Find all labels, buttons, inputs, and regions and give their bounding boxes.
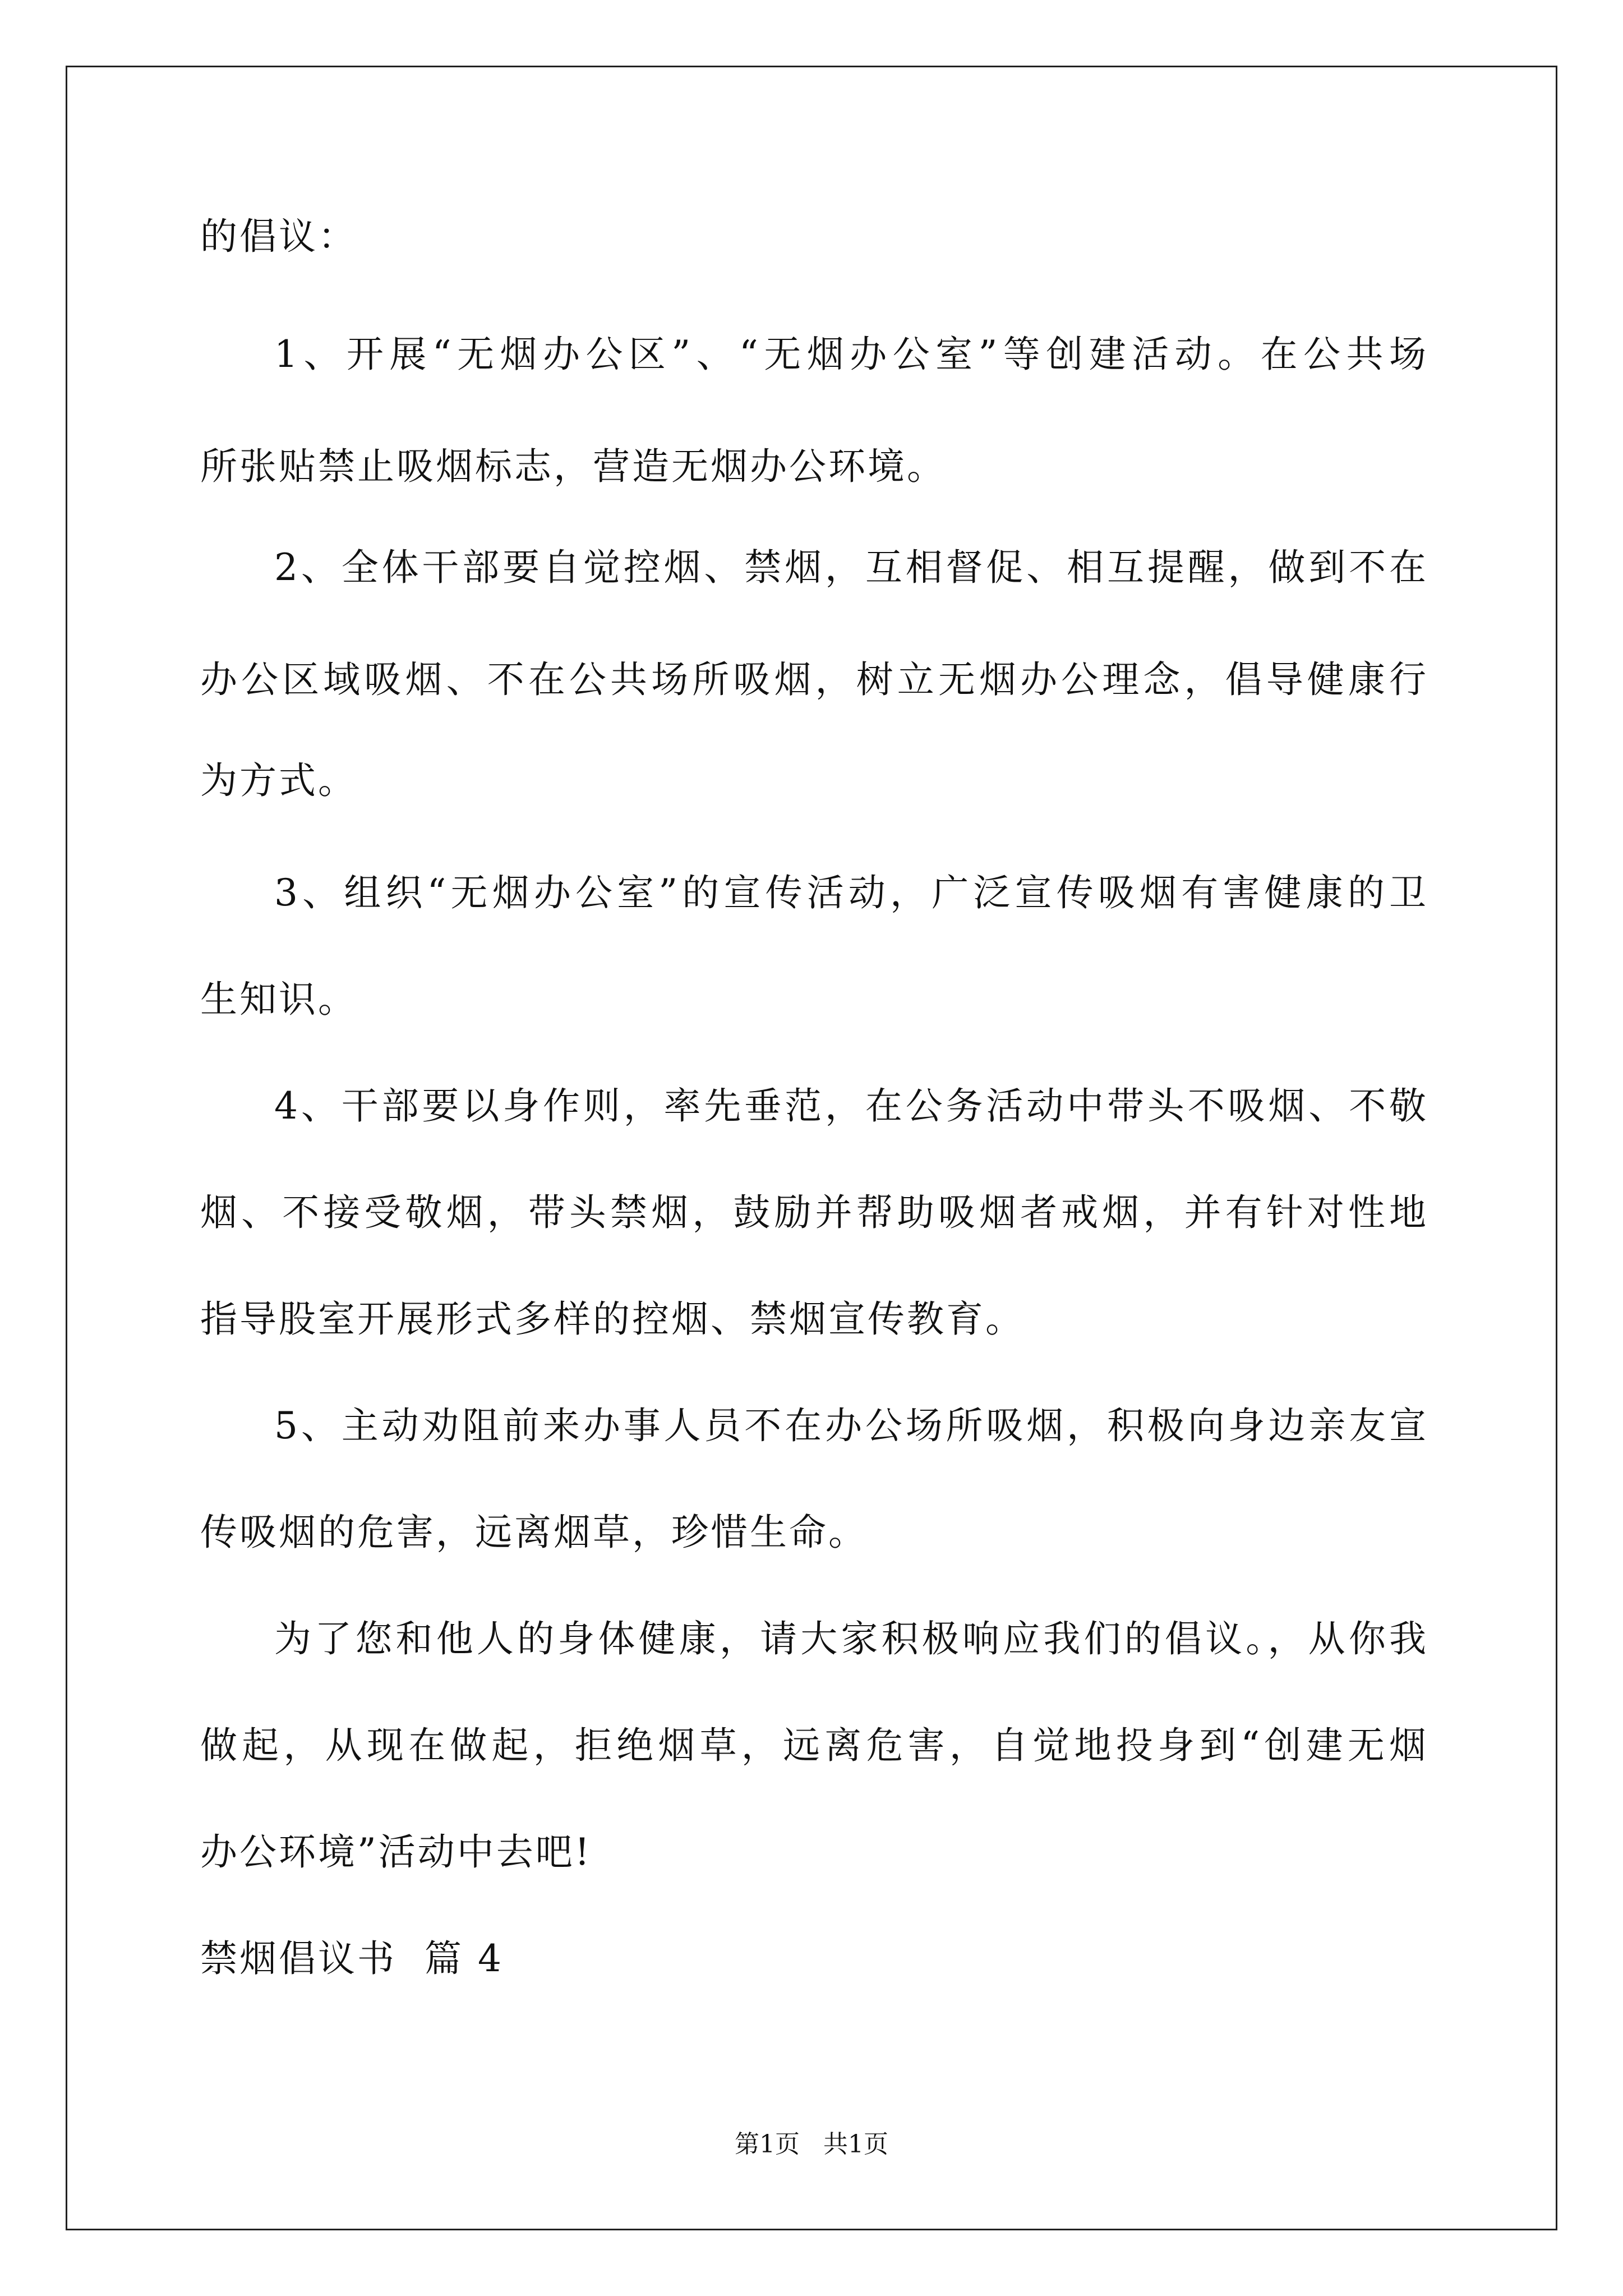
text-line: 指导股室开展形式多样的控烟、禁烟宣传教育。 xyxy=(200,1297,1025,1341)
text-line: 烟、不接受敬烟，带头禁烟，鼓励并帮助吸烟者戒烟，并有针对性地 xyxy=(200,1191,1428,1234)
text-line: 的倡议： xyxy=(200,215,357,258)
text-line: 为了您和他人的身体健康，请大家积极响应我们的倡议。，从你我 xyxy=(274,1617,1428,1660)
text-line: 4、干部要以身作则，率先垂范，在公务活动中带头不吸烟、不敬 xyxy=(274,1084,1428,1128)
text-line: 为方式。 xyxy=(200,759,357,802)
text-line: 办公区域吸烟、不在公共场所吸烟，树立无烟办公理念，倡导健康行 xyxy=(200,658,1428,701)
text-line: 所张贴禁止吸烟标志，营造无烟办公环境。 xyxy=(200,445,946,488)
text-line: 办公环境”活动中去吧! xyxy=(200,1830,592,1874)
text-line: 生知识。 xyxy=(200,978,357,1021)
text-line: 1、开展“无烟办公区”、“无烟办公室”等创建活动。在公共场 xyxy=(274,333,1428,376)
section-heading: 禁烟倡议书 篇 4 xyxy=(200,1937,504,1980)
text-line: 3、组织“无烟办公室”的宣传活动，广泛宣传吸烟有害健康的卫 xyxy=(274,871,1428,914)
page-footer: 第1页 共1页 xyxy=(735,2130,888,2159)
text-line: 2、全体干部要自觉控烟、禁烟，互相督促、相互提醒，做到不在 xyxy=(274,546,1428,589)
text-line: 传吸烟的危害，远离烟草，珍惜生命。 xyxy=(200,1511,868,1554)
text-line: 做起，从现在做起，拒绝烟草，远离危害，自觉地投身到“创建无烟 xyxy=(200,1724,1428,1767)
text-line: 5、主动劝阻前来办事人员不在办公场所吸烟，积极向身边亲友宣 xyxy=(274,1404,1428,1447)
page-border xyxy=(66,66,1557,2230)
